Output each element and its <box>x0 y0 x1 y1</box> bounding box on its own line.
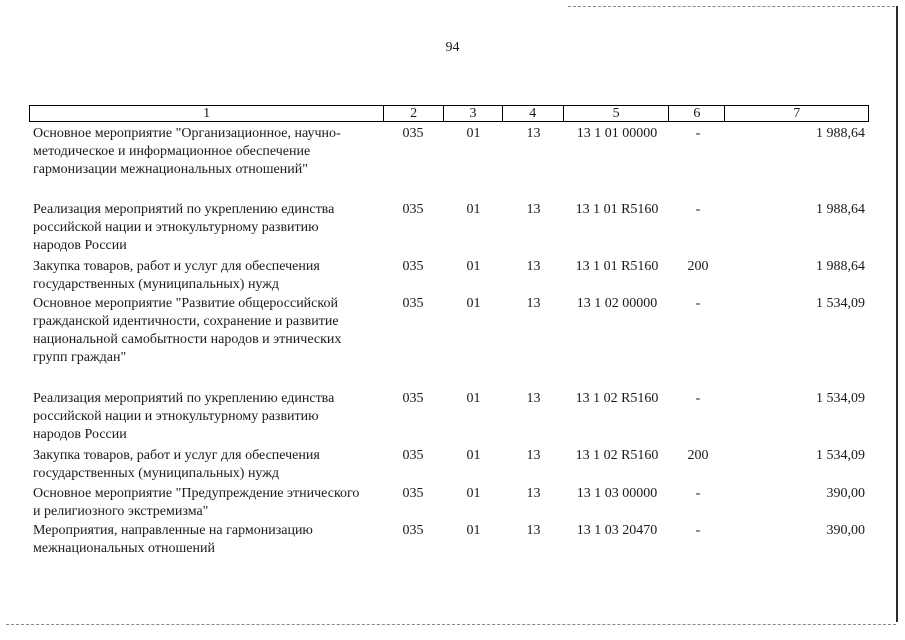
section-code: 01 <box>466 523 481 538</box>
description-line: методическое и информационное обеспечение <box>33 144 311 159</box>
row-description <box>33 125 403 179</box>
header-col-5: 5 <box>564 106 670 121</box>
amount: 1 534,09 <box>816 448 865 463</box>
subsection-code: 13 <box>526 391 541 406</box>
description-line: Закупка товаров, работ и услуг для обеспечения <box>33 259 320 274</box>
scan-bottom-rule <box>6 624 896 625</box>
section-code: 01 <box>466 202 481 217</box>
description-line: Закупка товаров, работ и услуг для обеспечения <box>33 448 320 463</box>
amount: 1 988,64 <box>816 259 865 274</box>
main-administrator-code: 035 <box>402 126 424 141</box>
main-administrator-code: 035 <box>402 391 424 406</box>
expense-type-code: - <box>695 202 701 217</box>
row-description <box>33 201 403 255</box>
table-header <box>29 105 869 122</box>
section-code: 01 <box>466 126 481 141</box>
row-description <box>33 485 403 521</box>
description-line: российской нации и этнокультурному развитию <box>33 220 319 235</box>
main-administrator-code: 035 <box>402 259 424 274</box>
description-line: гражданской идентичности, сохранение и развитие <box>33 314 339 329</box>
expense-type-code: - <box>695 126 701 141</box>
subsection-code: 13 <box>526 448 541 463</box>
description-line: гармонизации межнациональных отношений" <box>33 162 308 177</box>
main-administrator-code: 035 <box>402 523 424 538</box>
header-col-3: 3 <box>444 106 503 121</box>
header-col-7: 7 <box>793 106 801 121</box>
description-line: Основное мероприятие "Развитие общероссийской <box>33 296 338 311</box>
description-line: государственных (муниципальных) нужд <box>33 466 280 481</box>
section-code: 01 <box>466 448 481 463</box>
amount: 1 534,09 <box>816 296 865 311</box>
subsection-code: 13 <box>526 296 541 311</box>
section-code: 01 <box>466 486 481 501</box>
row-description <box>33 522 403 558</box>
subsection-code: 13 <box>526 259 541 274</box>
amount: 1 534,09 <box>816 391 865 406</box>
expense-type-code: 200 <box>687 259 709 274</box>
expense-type-code: - <box>695 296 701 311</box>
target-article-code: 13 1 02 00000 <box>576 296 658 311</box>
description-line: Основное мероприятие "Организационное, научно- <box>33 126 341 141</box>
expense-type-code: 200 <box>687 448 709 463</box>
description-line: народов России <box>33 427 127 442</box>
target-article-code: 13 1 01 00000 <box>576 126 658 141</box>
description-line: Мероприятия, направленные на гармонизацию <box>33 523 313 538</box>
subsection-code: 13 <box>526 523 541 538</box>
main-administrator-code: 035 <box>402 486 424 501</box>
header-col-4: 4 <box>503 106 564 121</box>
header-col-2: 2 <box>384 106 444 121</box>
section-code: 01 <box>466 296 481 311</box>
description-line: российской нации и этнокультурному развитию <box>33 409 319 424</box>
header-col-6: 6 <box>669 106 725 121</box>
section-code: 01 <box>466 391 481 406</box>
amount: 390,00 <box>826 523 865 538</box>
description-line: групп граждан" <box>33 350 127 365</box>
target-article-code: 13 1 01 R5160 <box>575 202 659 217</box>
header-col-1: 1 <box>30 106 384 121</box>
amount: 1 988,64 <box>816 126 865 141</box>
main-administrator-code: 035 <box>402 202 424 217</box>
target-article-code: 13 1 03 00000 <box>576 486 658 501</box>
description-line: Реализация мероприятий по укреплению единства <box>33 202 335 217</box>
expense-type-code: - <box>695 523 701 538</box>
description-line: народов России <box>33 238 127 253</box>
row-description <box>33 447 403 483</box>
target-article-code: 13 1 03 20470 <box>576 523 658 538</box>
section-code: 01 <box>466 259 481 274</box>
amount: 390,00 <box>826 486 865 501</box>
main-administrator-code: 035 <box>402 448 424 463</box>
subsection-code: 13 <box>526 126 541 141</box>
description-line: Основное мероприятие "Предупреждение этнического <box>33 486 360 501</box>
scan-top-rule <box>568 6 895 7</box>
row-description <box>33 295 403 367</box>
description-line: государственных (муниципальных) нужд <box>33 277 280 292</box>
main-administrator-code: 035 <box>402 296 424 311</box>
target-article-code: 13 1 02 R5160 <box>575 391 659 406</box>
expense-type-code: - <box>695 486 701 501</box>
subsection-code: 13 <box>526 202 541 217</box>
target-article-code: 13 1 01 R5160 <box>575 259 659 274</box>
subsection-code: 13 <box>526 486 541 501</box>
expense-type-code: - <box>695 391 701 406</box>
row-description <box>33 258 403 294</box>
amount: 1 988,64 <box>816 202 865 217</box>
row-description <box>33 390 403 444</box>
page-number: 94 <box>445 40 460 55</box>
description-line: межнациональных отношений <box>33 541 215 556</box>
description-line: национальной самобытности народов и этнических <box>33 332 342 347</box>
description-line: и религиозного экстремизма" <box>33 504 209 519</box>
target-article-code: 13 1 02 R5160 <box>575 448 659 463</box>
scan-right-edge <box>896 6 898 622</box>
description-line: Реализация мероприятий по укреплению единства <box>33 391 335 406</box>
